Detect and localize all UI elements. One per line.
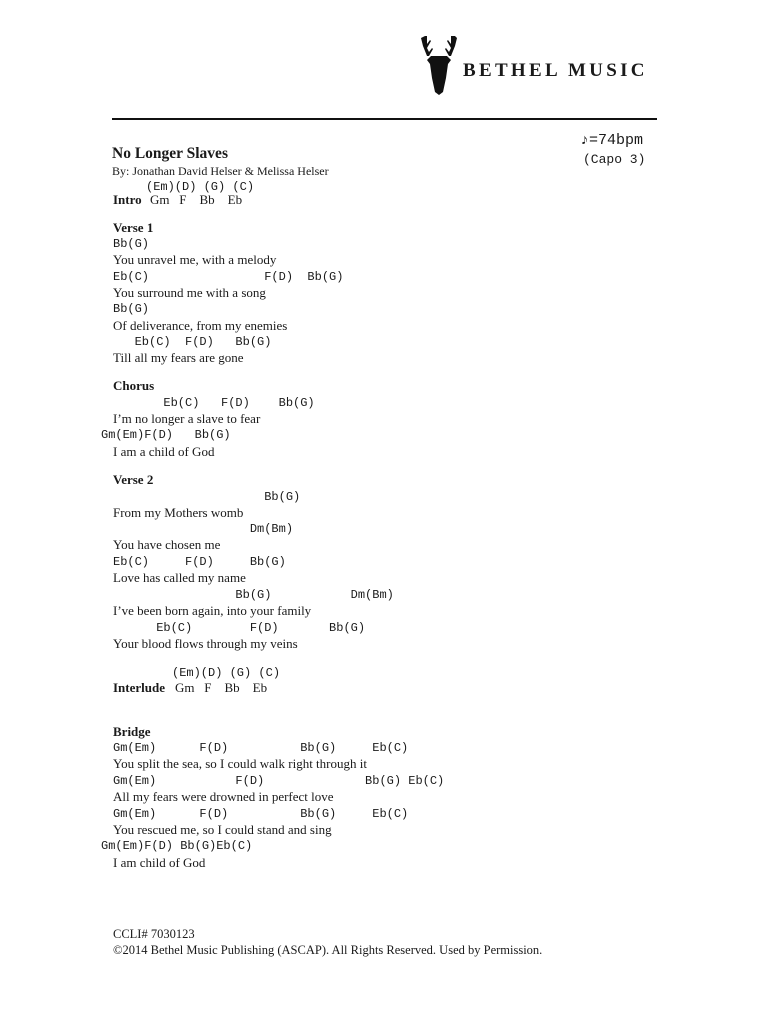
chorus-heading: Chorus	[113, 378, 155, 393]
bridge-line: Gm(Em) F(D) Bb(G) Eb(C)	[113, 774, 445, 788]
verse1-heading: Verse 1	[113, 220, 154, 235]
verse2-line: Eb(C) F(D) Bb(G)	[113, 555, 286, 569]
copyright-notice: ©2014 Bethel Music Publishing (ASCAP). All Rights Reserved. Used by Permission.	[113, 943, 543, 957]
brand-name: BETHEL MUSIC	[463, 60, 648, 81]
chorus-line: I am a child of God	[113, 444, 215, 459]
bridge-heading: Bridge	[113, 724, 151, 739]
verse2-line: Your blood flows through my veins	[113, 636, 298, 651]
verse2-line: Dm(Bm)	[113, 522, 294, 536]
intro-chords-alt: (Em)(D) (G) (C)	[146, 180, 255, 194]
verse2-line: Bb(G) Dm(Bm)	[113, 588, 394, 602]
chorus-line: I’m no longer a slave to fear	[113, 411, 261, 426]
bridge-line: You rescued me, so I could stand and sing	[113, 822, 332, 837]
bridge-line: Gm(Em) F(D) Bb(G) Eb(C)	[113, 807, 409, 821]
verse1-line: Bb(G)	[113, 302, 150, 316]
intro-chords: Gm F Bb Eb	[150, 192, 243, 207]
capo-note: (Capo 3)	[583, 152, 646, 167]
verse2-line: You have chosen me	[113, 537, 221, 552]
verse2-line: Love has called my name	[113, 570, 246, 585]
bridge-line: You split the sea, so I could walk right through it	[113, 756, 367, 771]
interlude-label: Interlude	[113, 680, 165, 695]
verse1-line: Eb(C) F(D) Bb(G)	[113, 335, 272, 349]
brand-logo	[417, 34, 657, 96]
interlude-chords-alt: (Em)(D) (G) (C)	[172, 666, 281, 680]
verse2-line: Bb(G)	[113, 490, 301, 504]
verse1-line: You unravel me, with a melody	[113, 252, 277, 267]
verse2-line: I’ve been born again, into your family	[113, 603, 312, 618]
intro-label: Intro	[113, 192, 142, 207]
bridge-line: Gm(Em) F(D) Bb(G) Eb(C)	[113, 741, 409, 755]
bridge-line: I am child of God	[113, 855, 206, 870]
ccli-number: CCLI# 7030123	[113, 927, 195, 941]
verse2-line: Eb(C) F(D) Bb(G)	[113, 621, 366, 635]
interlude-chords: Gm F Bb Eb	[175, 680, 268, 695]
verse1-line: Eb(C) F(D) Bb(G)	[113, 270, 344, 284]
bridge-line: Gm(Em)F(D) Bb(G)Eb(C)	[101, 839, 253, 853]
verse2-heading: Verse 2	[113, 472, 154, 487]
verse1-line: Till all my fears are gone	[113, 350, 244, 365]
header-rule	[112, 118, 657, 120]
song-title: No Longer Slaves	[112, 145, 228, 162]
deer-head-icon	[417, 34, 463, 96]
verse1-line: Of deliverance, from my enemies	[113, 318, 288, 333]
verse2-line: From my Mothers womb	[113, 505, 244, 520]
tempo-marking: ♪=74bpm	[580, 132, 644, 149]
chorus-line: Gm(Em)F(D) Bb(G)	[101, 428, 231, 442]
chorus-line: Eb(C) F(D) Bb(G)	[113, 396, 315, 410]
bridge-line: All my fears were drowned in perfect love	[113, 789, 334, 804]
verse1-line: Bb(G)	[113, 237, 150, 251]
song-byline: By: Jonathan David Helser & Melissa Helser	[112, 164, 329, 178]
verse1-line: You surround me with a song	[113, 285, 266, 300]
